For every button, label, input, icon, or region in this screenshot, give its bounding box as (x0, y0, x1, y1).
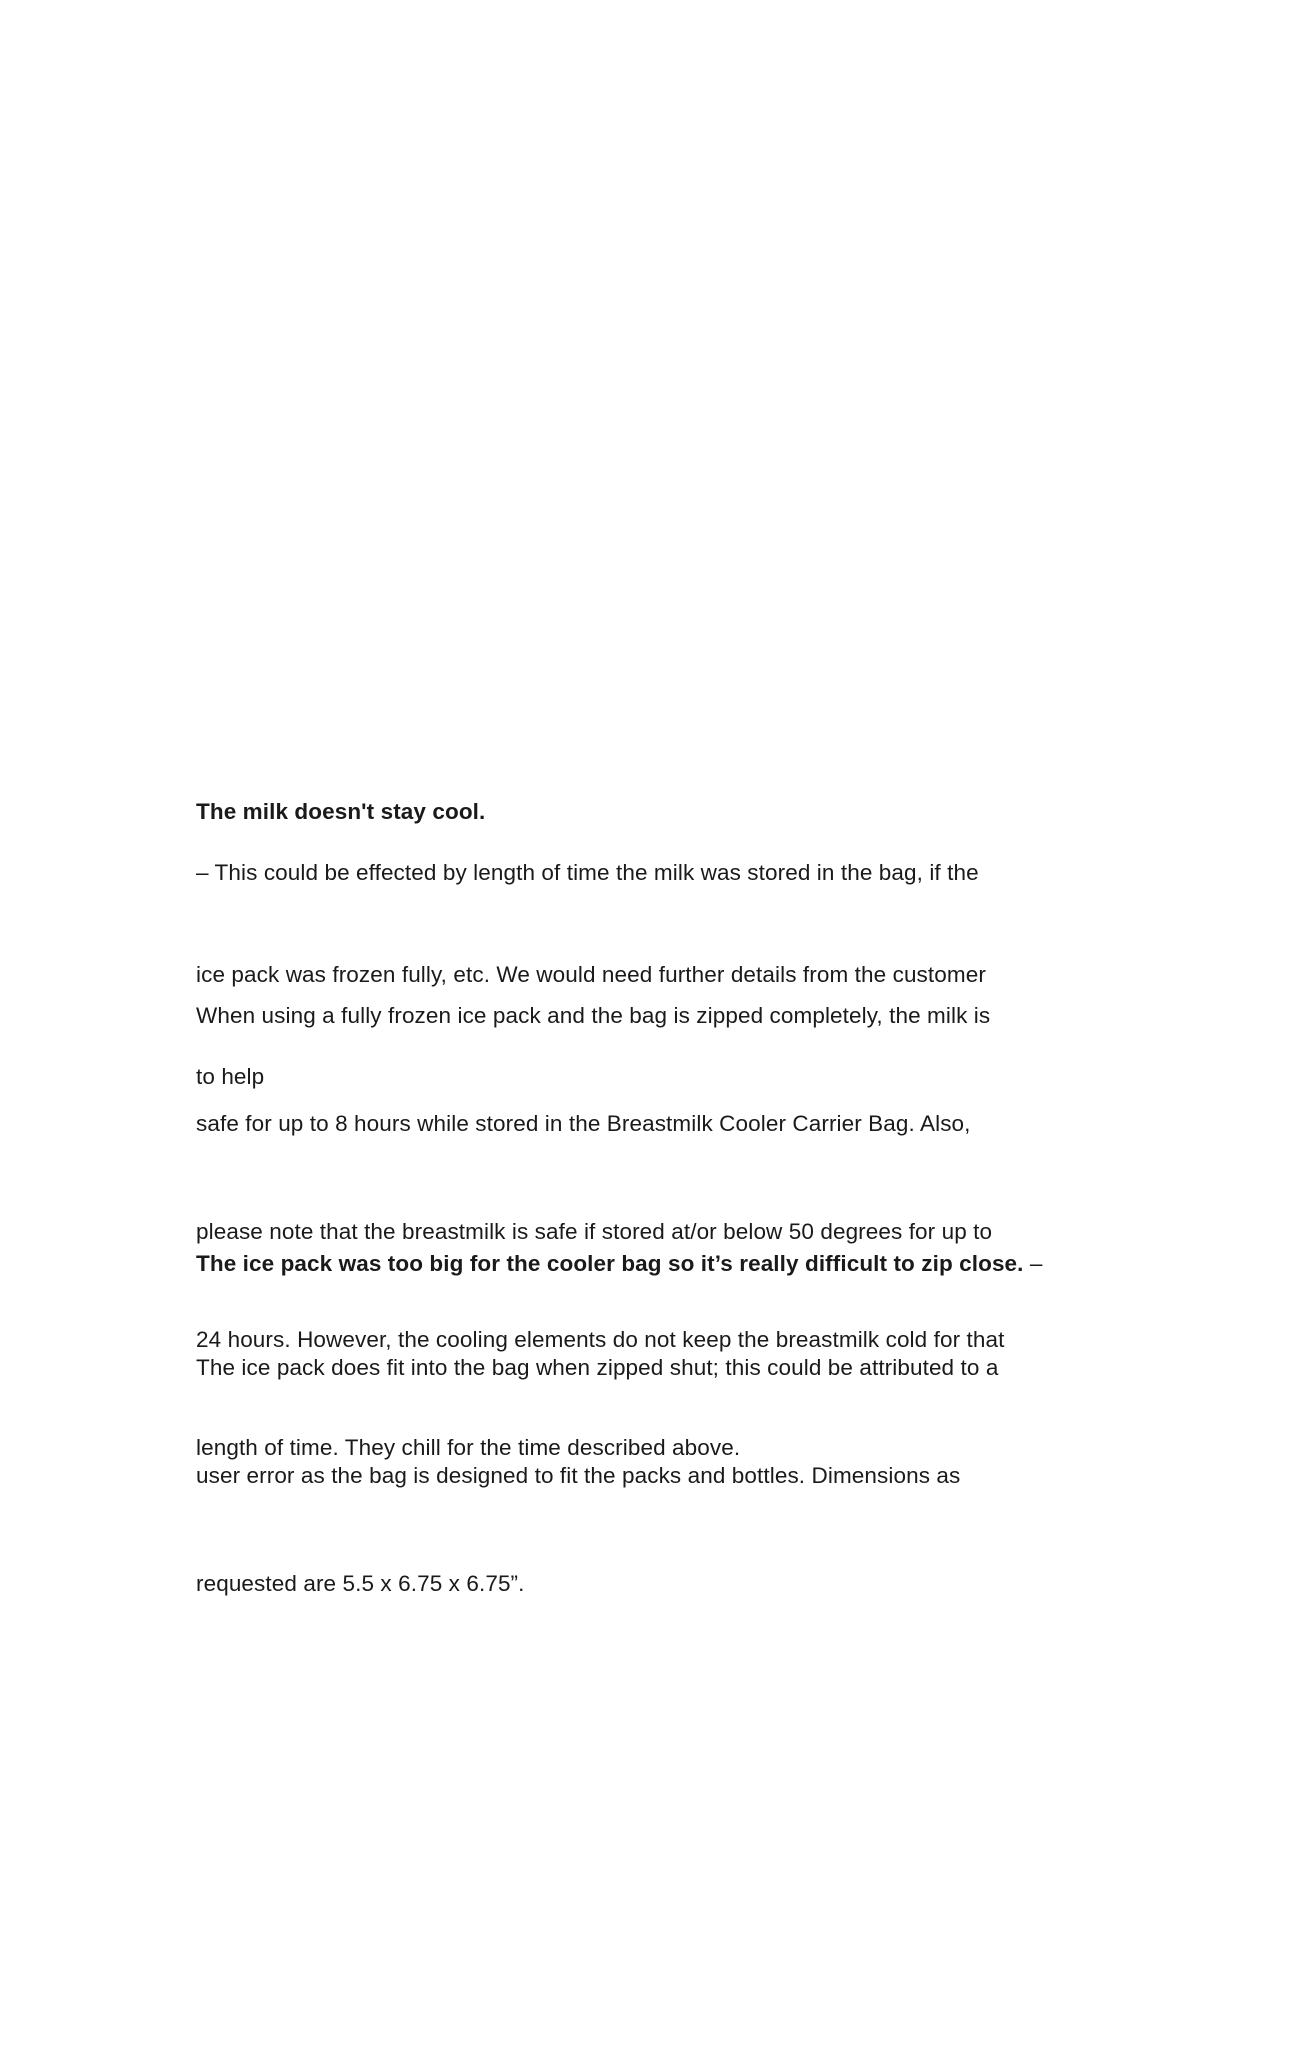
heading-dash: – (1023, 1251, 1043, 1276)
paragraph-line: When using a fully frozen ice pack and the bag is zipped completely, the milk is (196, 1003, 991, 1028)
heading-text: The ice pack was too big for the cooler bag so it’s really difficult to zip close. (196, 1251, 1024, 1276)
heading-text: The milk doesn't stay cool. (196, 799, 486, 824)
paragraph-line: – This could be effected by length of time the milk was stored in the bag, if the (196, 860, 979, 885)
paragraph-line: safe for up to 8 hours while stored in the Breastmilk Cooler Carrier Bag. Also, (196, 1111, 971, 1136)
paragraph-line: ice pack was frozen fully, etc. We would need further details from the customer (196, 962, 986, 987)
paragraph-line: user error as the bag is designed to fit the packs and bottles. Dimensions as (196, 1463, 961, 1488)
paragraph-line: The ice pack does fit into the bag when zipped shut; this could be attributed to a (196, 1355, 999, 1380)
paragraph-line: requested are 5.5 x 6.75 x 6.75”. (196, 1571, 525, 1596)
paragraph-line: 24 hours. However, the cooling elements do not keep the breastmilk cold for that (196, 1327, 1005, 1352)
response-paragraph-3 (196, 1278, 1121, 1674)
heading-line (196, 1246, 1121, 1282)
paragraph-line: please note that the breastmilk is safe if stored at/or below 50 degrees for up to (196, 1219, 993, 1244)
paragraph-line: to help (196, 1064, 265, 1089)
paragraph-line: length of time. They chill for the time described above. (196, 1435, 741, 1460)
